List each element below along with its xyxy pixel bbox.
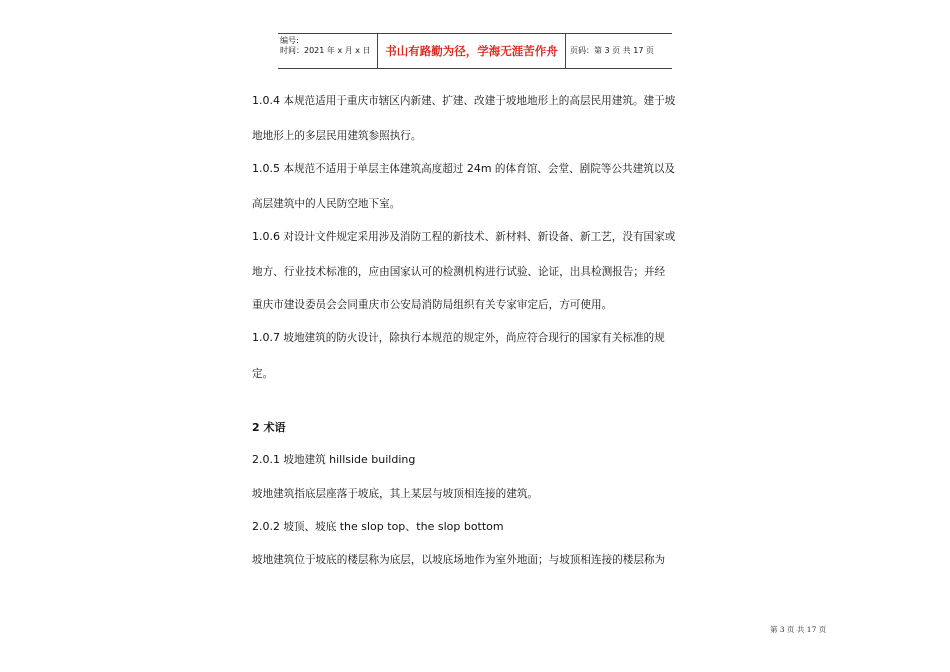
clause-text: 对设计文件规定采用涉及消防工程的新技术、新材料、新设备、新工艺，没有国家或	[280, 231, 676, 243]
clause-text: 坡地建筑的防火设计，除执行本规范的规定外，尚应符合现行的国家有关标准的规	[280, 332, 665, 344]
paragraph-1-0-7-line2: 定。	[252, 368, 274, 380]
clause-text: 本规范不适用于单层主体建筑高度超过	[280, 163, 467, 175]
header-page-info: 页码：第 3 页 共 17 页	[570, 46, 654, 55]
term-2-0-1	[252, 452, 415, 467]
term-english: hillside building	[329, 453, 416, 466]
page-header	[278, 33, 672, 69]
clause-number: 1.0.6	[252, 230, 280, 243]
term-english: the slop top、the slop bottom	[339, 520, 504, 533]
height-value: 24m	[466, 162, 492, 175]
paragraph-1-0-6-line3: 重庆市建设委员会会同重庆市公安局消防局组织有关专家审定后，方可使用。	[252, 299, 613, 311]
clause-text: 本规范适用于重庆市辖区内新建、扩建、改建于坡地地形上的高层民用建筑。建于坡	[280, 95, 676, 107]
section-2-heading: 2 术语	[252, 421, 286, 434]
header-meta	[278, 34, 378, 68]
header-motto: 书山有路勤为径，学海无涯苦作舟	[378, 34, 566, 68]
clause-number: 1.0.5	[252, 162, 280, 175]
paragraph-1-0-4-line1	[252, 93, 675, 108]
clause-number: 2.0.2	[252, 520, 280, 533]
term-2-0-2	[252, 518, 504, 534]
term-2-0-2-definition: 坡地建筑位于坡底的楼层称为底层，以坡底场地作为室外地面；与坡顶相连接的楼层称为	[252, 554, 666, 566]
paragraph-1-0-5-line1	[252, 161, 675, 176]
clause-text: 的体育馆、会堂、剧院等公共建筑以及	[491, 163, 676, 175]
paragraph-1-0-7-line1	[252, 330, 665, 345]
paragraph-1-0-6-line1	[252, 229, 675, 244]
term-chinese: 坡地建筑	[280, 454, 330, 466]
paragraph-1-0-6-line2: 地方、行业技术标准的，应由国家认可的检测机构进行试验、论证，出具检测报告；并经	[252, 266, 666, 278]
serial-label: 编号:	[280, 36, 299, 45]
term-chinese: 坡顶、坡底	[280, 521, 340, 533]
paragraph-1-0-5-line2: 高层建筑中的人民防空地下室。	[252, 198, 401, 210]
clause-number: 2.0.1	[252, 453, 280, 466]
term-2-0-1-definition: 坡地建筑指底层座落于坡底，其上某层与坡顶相连接的建筑。	[252, 488, 539, 500]
clause-number: 1.0.7	[252, 331, 280, 344]
date-text: 时间：2021 年 x 月 x 日	[280, 46, 371, 55]
page-footer: 第 3 页 共 17 页	[770, 625, 827, 634]
clause-number: 1.0.4	[252, 94, 280, 107]
paragraph-1-0-4-line2: 地地形上的多层民用建筑参照执行。	[252, 130, 422, 142]
